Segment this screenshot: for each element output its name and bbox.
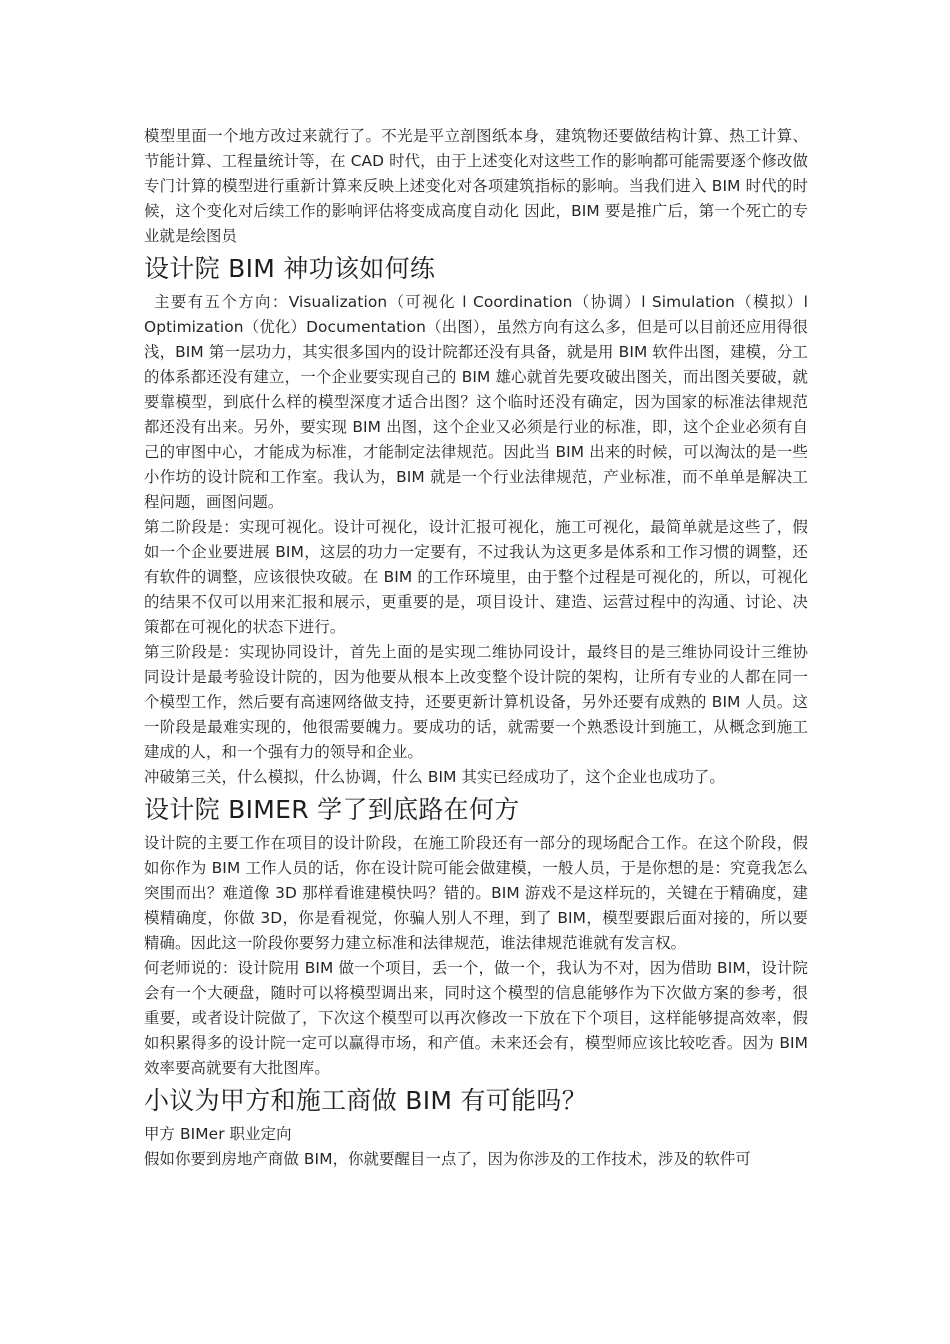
section-heading-bim-skills: 设计院 BIM 神功该如何练 [144, 254, 436, 283]
document-page [144, 124, 808, 1172]
section-heading-bimer-path: 设计院 BIMER 学了到底路在何方 [144, 795, 520, 824]
intro-paragraph: 模型里面一个地方改过来就行了。不光是平立剖图纸本身，建筑物还要做结构计算、热工计算、节能计算、工程量统计等，在 CAD 时代，由于上述变化对这些工作的影响都可能需要逐个修改做专门计算的模型进行重新计算来反映上述变化对各项建筑指标的影响。当我们进入 BIM 时代的时候，这个变化对后续工作的影响评估将变成高度自动化 因此，BIM 要是推广后，第一个死亡的专业就是绘图员 [144, 127, 808, 245]
subheading-owner-bimer: 甲方 BIMer 职业定向 [144, 1125, 292, 1143]
paragraph-break-third-stage: 冲破第三关，什么模拟，什么协调，什么 BIM 其实已经成功了，这个企业也成功了。 [144, 768, 725, 786]
paragraph-stage-two: 第二阶段是：实现可视化。设计可视化，设计汇报可视化，施工可视化，最简单就是这些了，假如一个企业要进展 BIM，这层的功力一定要有，不过我认为这更多是体系和工作习惯的调整，还有软件的调整，应该很快攻破。在 BIM 的工作环境里，由于整个过程是可视化的，所以，可视化的结果不仅可以用来汇报和展示，更重要的是，项目设计、建造、运营过程中的沟通、讨论、决策都在可视化的状态下进行。 [144, 518, 808, 636]
paragraph-design-institute-work: 设计院的主要工作在项目的设计阶段，在施工阶段还有一部分的现场配合工作。在这个阶段，假如你作为 BIM 工作人员的话，你在设计院可能会做建模，一般人员，于是你想的是：究竟我怎么突围而出？难道像 3D 那样看谁建模快吗？错的。BIM 游戏不是这样玩的，关键在于精确度，建模精确度，你做 3D，你是看视觉，你骗人别人不理，到了 BIM，模型要跟后面对接的，所以要精确。因此这一阶段你要努力建立标准和法律规范，谁法律规范谁就有发言权。 [144, 834, 808, 952]
paragraph-teacher-he: 何老师说的：设计院用 BIM 做一个项目，丢一个，做一个，我认为不对，因为借助 BIM，设计院会有一个大硬盘，随时可以将模型调出来，同时这个模型的信息能够作为下次做方案的参考，很重要，或者设计院做了，下次这个模型可以再次修改一下放在下个项目，这样能够提高效率，假如积累得多的设计院一定可以赢得市场，和产值。未来还会有，模型师应该比较吃香。因为 BIM 效率要高就要有大批图库。 [144, 959, 808, 1077]
section-heading-owner-contractor: 小议为甲方和施工商做 BIM 有可能吗？ [144, 1086, 587, 1115]
paragraph-five-directions: 主要有五个方向：Visualization（可视化 l Coordination（协调）l Simulation（模拟）l Optimization（优化）Documentation（出图），虽然方向有这么多，但是可以目前还应用得很浅，BIM 第一层功力，其实很多国内的设计院都还没有具备，就是用 BIM 软件出图，建模，分工的体系都还没有建立，一个企业要实现自己的 BIM 雄心就首先要攻破出图关，而出图关要破，就要靠模型，到底什么样的模型深度才适合出图？这个临时还没有确定，因为国家的标准法律规范都还没有出来。另外，要实现 BIM 出图，这个企业又必须是行业的标准，即，这个企业必须有自己的审图中心，才能成为标准，才能制定法律规范。因此当 BIM 出来的时候，可以淘汰的是一些小作坊的设计院和工作室。我认为，BIM 就是一个行业法律规范，产业标准，而不单单是解决工程问题，画图问题。 [144, 293, 808, 511]
paragraph-stage-three: 第三阶段是：实现协同设计，首先上面的是实现二维协同设计，最终目的是三维协同设计三维协同设计是最考验设计院的，因为他要从根本上改变整个设计院的架构，让所有专业的人都在同一个模型工作，然后要有高速网络做支持，还要更新计算机设备，另外还要有成熟的 BIM 人员。这一阶段是最难实现的，他很需要魄力。要成功的话，就需要一个熟悉设计到施工，从概念到施工建成的人，和一个强有力的领导和企业。 [144, 643, 808, 761]
paragraph-real-estate: 假如你要到房地产商做 BIM，你就要醒目一点了，因为你涉及的工作技术，涉及的软件可 [144, 1150, 751, 1168]
